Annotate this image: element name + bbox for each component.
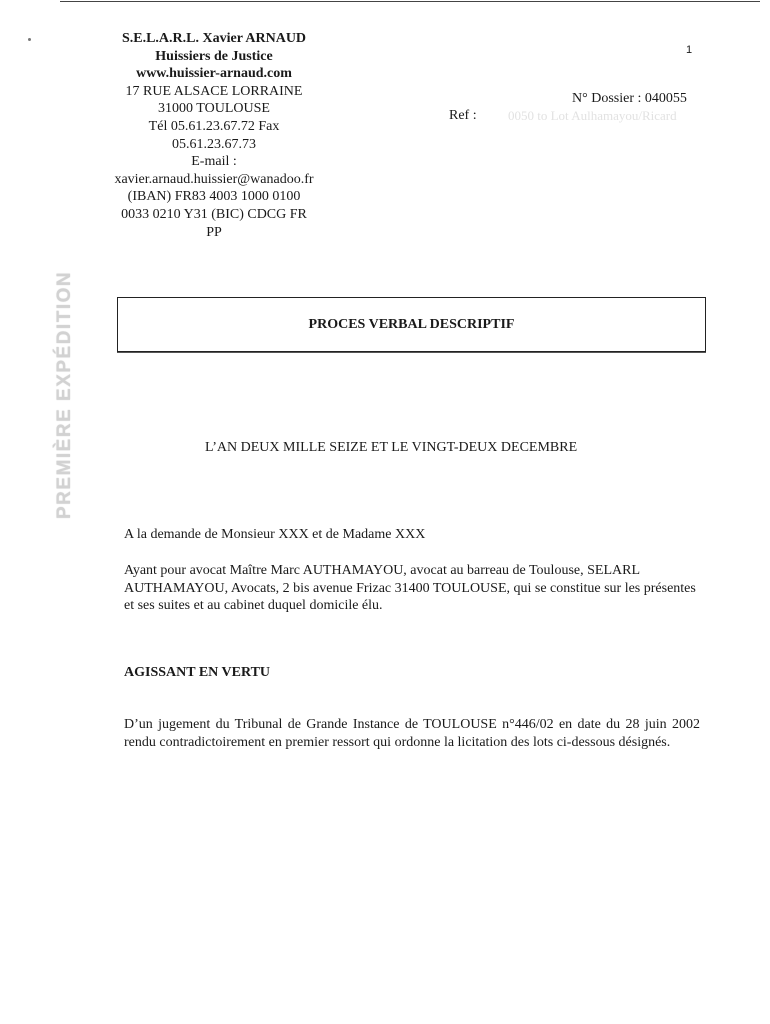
firm-profession: Huissiers de Justice bbox=[155, 48, 273, 64]
judgment-paragraph: D’un jugement du Tribunal de Grande Instance de TOULOUSE n°446/02 en date du 28 juin 2002 rendu contradictoirement en premier ressort qui ordonne la licitation des lots ci-dessous désignés. bbox=[124, 717, 700, 750]
reference-value-faded: 0050 to Lot Aulhamayou/Ricard bbox=[508, 108, 677, 123]
page-number: 1 bbox=[686, 44, 693, 56]
firm-email: xavier.arnaud.huissier@wanadoo.fr bbox=[114, 171, 314, 187]
firm-iban-1: (IBAN) FR83 4003 1000 0100 bbox=[127, 189, 301, 205]
dossier-number: N° Dossier : 040055 bbox=[572, 91, 687, 106]
firm-bic-suffix: PP bbox=[206, 224, 222, 240]
section-heading-agissant: AGISSANT EN VERTU bbox=[124, 665, 271, 680]
reference-label: Ref : bbox=[449, 108, 477, 123]
firm-iban-2: 0033 0210 Y31 (BIC) CDCG FR bbox=[121, 206, 307, 222]
firm-name: S.E.L.A.R.L. Xavier ARNAUD bbox=[121, 31, 307, 46]
firm-street: 17 RUE ALSACE LORRAINE bbox=[125, 83, 303, 99]
bailiff-letterhead bbox=[84, 30, 344, 241]
scan-speck bbox=[28, 38, 31, 41]
firm-email-label: E-mail : bbox=[191, 154, 237, 170]
top-edge-line bbox=[60, 1, 760, 2]
act-date: L’AN DEUX MILLE SEIZE ET LE VINGT-DEUX DECEMBRE bbox=[205, 440, 578, 455]
lawyer-paragraph: Ayant pour avocat Maître Marc AUTHAMAYOU, avocat au barreau de Toulouse, SELARL AUTHAMAYOU, Avocats, 2 bis avenue Frizac 31400 TOULOUSE, qui se constitue sur les présentes et ses suites et au cabinet duquel domicile élu. bbox=[124, 563, 696, 613]
firm-website: www.huissier-arnaud.com bbox=[136, 66, 292, 82]
firm-phone-fax: Tél 05.61.23.67.72 Fax bbox=[148, 118, 280, 134]
title-box bbox=[117, 297, 706, 352]
firm-city: 31000 TOULOUSE bbox=[158, 101, 270, 117]
document-title: PROCES VERBAL DESCRIPTIF bbox=[308, 316, 515, 332]
requesting-parties: A la demande de Monsieur XXX et de Madame XXX bbox=[124, 527, 426, 542]
firm-fax-number: 05.61.23.67.73 bbox=[172, 136, 256, 152]
first-copy-stamp: PREMIÈRE EXPÉDITION bbox=[54, 270, 75, 519]
